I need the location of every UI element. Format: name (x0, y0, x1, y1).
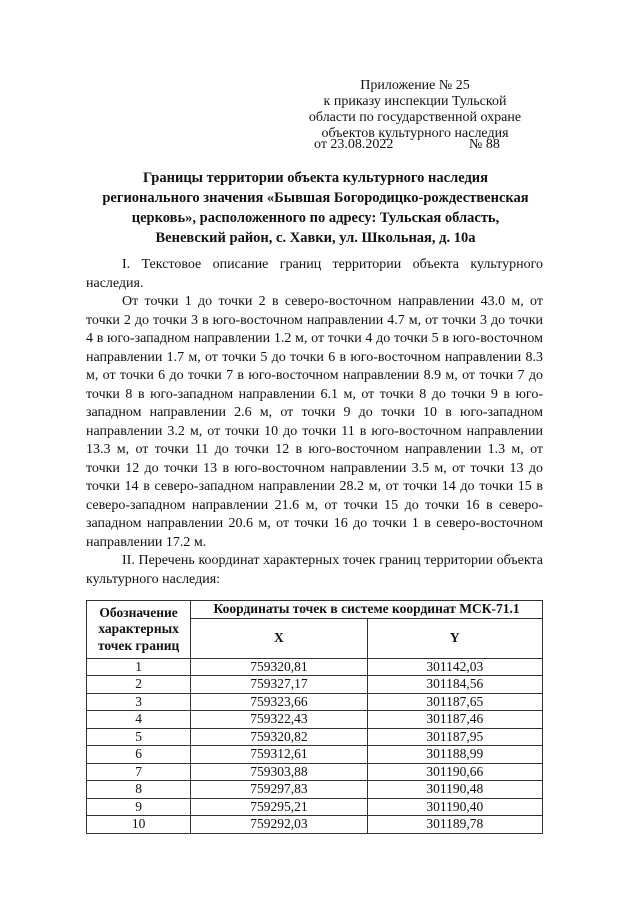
x-cell: 759320,82 (191, 728, 367, 746)
x-cell: 759322,43 (191, 711, 367, 729)
appendix-block (300, 78, 530, 142)
heading-line-1: Границы территории объекта культурного наследия (142, 170, 488, 186)
y-cell: 301190,40 (367, 798, 542, 816)
y-column-header: Y (367, 618, 542, 658)
table-row (87, 728, 543, 746)
x-cell: 759323,66 (191, 693, 367, 711)
heading-line-2: регионального значения «Бывшая Богородицко-рождественская (102, 190, 529, 206)
point-cell: 7 (87, 763, 191, 781)
order-number: № 88 (469, 137, 500, 152)
point-column-header: Обозначение характерных точек границ (87, 601, 191, 659)
table-row (87, 798, 543, 816)
order-date-number (314, 137, 534, 153)
table-row (87, 816, 543, 834)
y-cell: 301184,56 (367, 676, 542, 694)
x-cell: 759295,21 (191, 798, 367, 816)
x-cell: 759292,03 (191, 816, 367, 834)
point-cell: 4 (87, 711, 191, 729)
y-cell: 301187,46 (367, 711, 542, 729)
point-cell: 2 (87, 676, 191, 694)
x-column-header: X (191, 618, 367, 658)
x-cell: 759297,83 (191, 781, 367, 799)
y-cell: 301187,95 (367, 728, 542, 746)
x-cell: 759320,81 (191, 658, 367, 676)
point-cell: 10 (87, 816, 191, 834)
document-heading (88, 168, 543, 248)
table-row (87, 658, 543, 676)
point-cell: 3 (87, 693, 191, 711)
table-row (87, 781, 543, 799)
point-cell: 6 (87, 746, 191, 764)
appendix-line-4: объектов культурного наследия (321, 126, 509, 141)
appendix-title: Приложение № 25 (360, 78, 470, 93)
y-cell: 301190,48 (367, 781, 542, 799)
appendix-line-2: к приказу инспекции Тульской (323, 94, 507, 109)
order-date: от 23.08.2022 (314, 137, 394, 152)
point-cell: 9 (87, 798, 191, 816)
coordinates-table (86, 600, 543, 834)
y-cell: 301188,99 (367, 746, 542, 764)
x-cell: 759303,88 (191, 763, 367, 781)
point-cell: 5 (87, 728, 191, 746)
table-row (87, 746, 543, 764)
table-row (87, 676, 543, 694)
coordinates-table-body (87, 658, 543, 833)
y-cell: 301142,03 (367, 658, 542, 676)
y-cell: 301190,66 (367, 763, 542, 781)
point-cell: 8 (87, 781, 191, 799)
y-cell: 301187,65 (367, 693, 542, 711)
boundary-description: От точки 1 до точки 2 в северо-восточном направлении 43.0 м, от точки 2 до точки 3 в юго-восточном направлении 4.7 м, от точки 3 до точки 4 в юго-западном направлении 1.2 м, от точки 4 до точки 5 в юго-восточном направлении 1.7 м, от точки 5 до точки 6 в юго-восточном направлении 8.3 м, от точки 6 до точки 7 в юго-восточном направлении 8.9 м, от точки 7 до точки 8 в юго-западном направлении 6.1 м, от точки 8 до точки 9 в юго-западном направлении 2.6 м, от точки 9 до точки 10 в юго-западном направлении 3.2 м, от точки 10 до точки 11 в юго-восточном направлении 13.3 м, от точки 11 до точки 12 в юго-восточном направлении 1.3 м, от точки 12 до точки 13 в юго-восточном направлении 3.5 м, от точки 13 до точки 14 в северо-западном направлении 28.2 м, от точки 14 до точки 15 в северо-западном направлении 21.6 м, от точки 15 до точки 16 в северо-западном направлении 20.6 м, от точки 16 до точки 1 в северо-восточном направлении 17.2 м. (86, 294, 543, 550)
table-row (87, 693, 543, 711)
table-row (87, 711, 543, 729)
x-cell: 759327,17 (191, 676, 367, 694)
section-1-title: I. Текстовое описание границ территории объекта культурного наследия. (86, 257, 543, 291)
body-text (86, 256, 543, 589)
coordinates-header: Координаты точек в системе координат МСК-71.1 (191, 601, 543, 619)
x-cell: 759312,61 (191, 746, 367, 764)
y-cell: 301189,78 (367, 816, 542, 834)
heading-line-3: церковь», расположенного по адресу: Тульская область, (131, 210, 500, 226)
appendix-line-3: области по государственной охране (308, 110, 522, 125)
point-cell: 1 (87, 658, 191, 676)
table-row (87, 763, 543, 781)
section-2-title: II. Перечень координат характерных точек границ территории объекта культурного наследия: (86, 553, 543, 587)
heading-line-4: Веневский район, с. Хавки, ул. Школьная, д. 10а (155, 230, 476, 246)
